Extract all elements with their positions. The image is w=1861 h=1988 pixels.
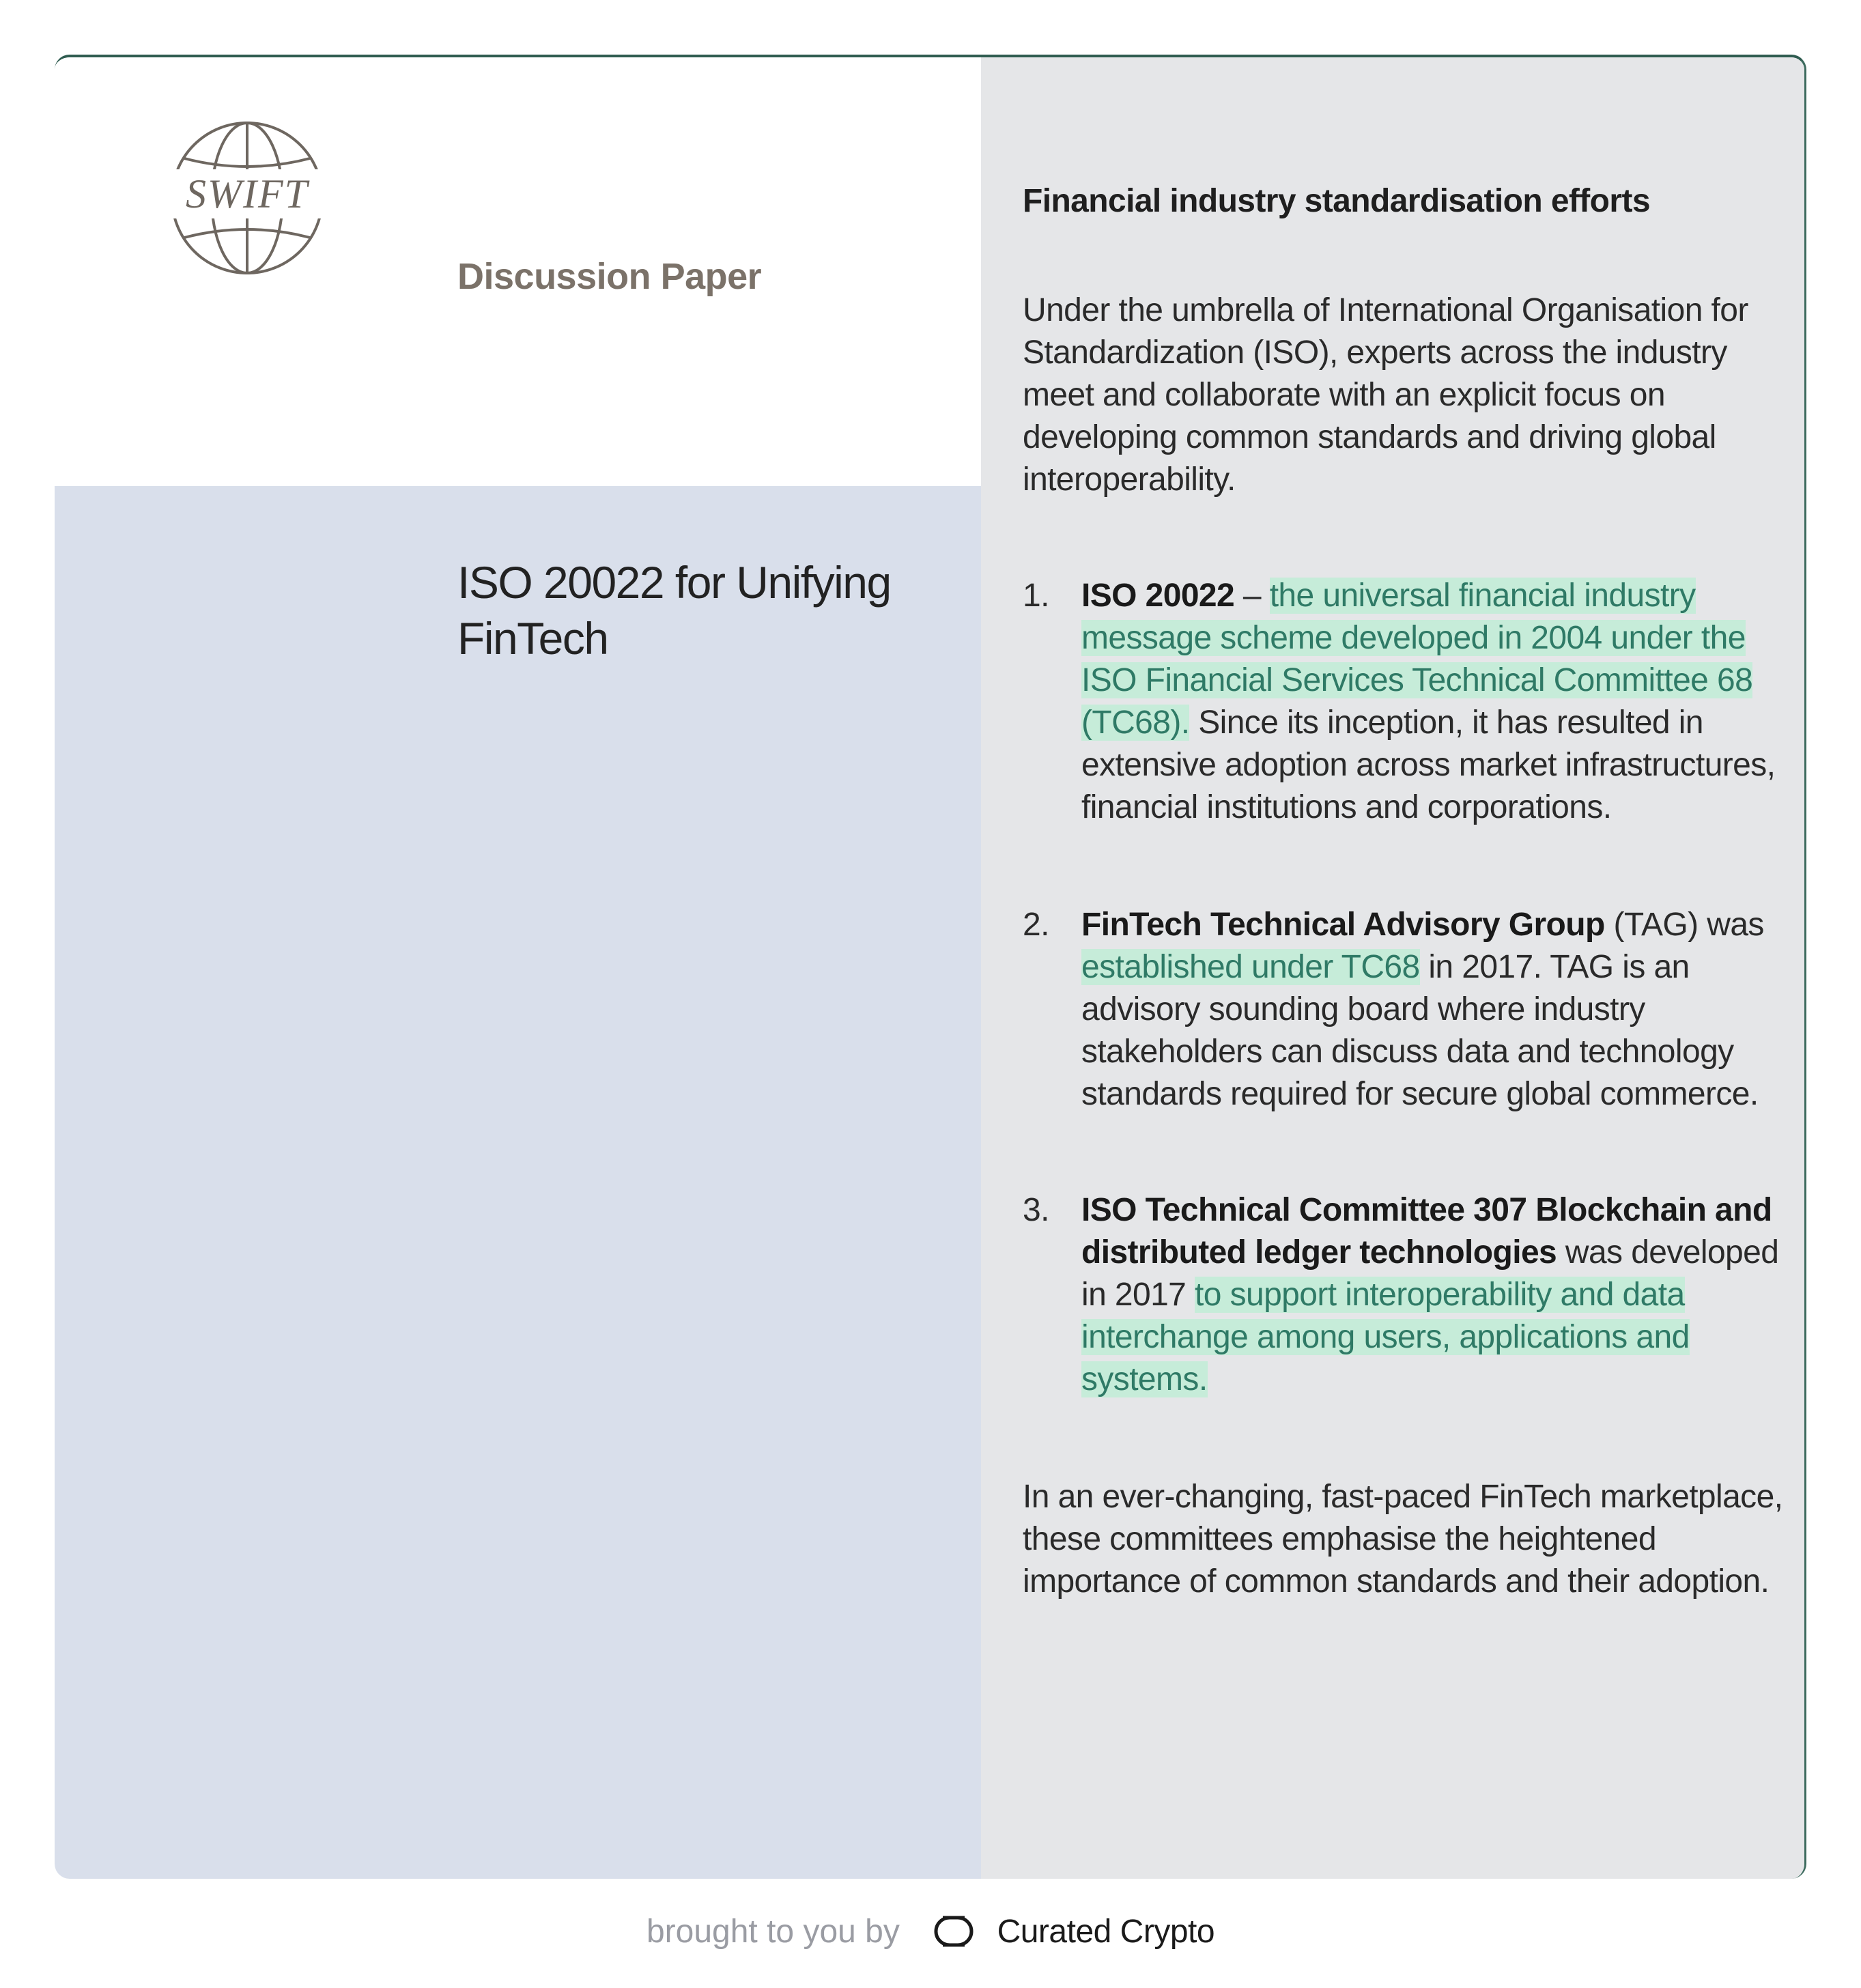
document-type-label: Discussion Paper	[457, 256, 762, 297]
list-number: 1.	[1023, 578, 1049, 614]
document-title: ISO 20022 for Unifying FinTech	[457, 557, 891, 664]
highlighted-text: to support interoperability and data interchange among users, applications and systems.	[1081, 1277, 1690, 1397]
section-heading: Financial industry standardisation efforts	[1023, 183, 1650, 219]
list-number: 2.	[1023, 907, 1049, 943]
cover-title-panel	[55, 486, 981, 1879]
intro-paragraph: Under the umbrella of International Organisation for Standardization (ISO), experts across the industry meet and collaborate with an explicit focus on developing common standards and driving global interoperability.	[1023, 292, 1748, 498]
highlighted-text: established under TC68	[1081, 949, 1420, 985]
item-dash: –	[1234, 578, 1270, 614]
item-title: FinTech Technical Advisory Group	[1081, 907, 1605, 943]
item-text: in 2017. TAG is an advisory sounding board where industry stakeholders can discuss data and technology standards required for secure global commerce.	[1081, 949, 1759, 1112]
footer-attribution	[0, 1912, 1861, 1952]
curated-crypto-logo-icon[interactable]	[929, 1914, 978, 1949]
item-title: ISO 20022	[1081, 578, 1235, 614]
swift-logo-text: SWIFT	[169, 169, 325, 218]
list-item	[1023, 1189, 1787, 1401]
footer-brand-link[interactable]: Curated Crypto	[997, 1914, 1215, 1950]
content-body	[1023, 180, 1787, 1636]
footer-prefix: brought to you by	[646, 1914, 900, 1950]
closing-paragraph: In an ever-changing, fast-paced FinTech marketplace, these committees emphasise the heightened importance of common standards and their adoption.	[1023, 1479, 1783, 1600]
item-text: (TAG) was	[1604, 907, 1764, 943]
highlighted-text: the universal financial industry message scheme developed in 2004 under the ISO Financial Services Technical Committee 68 (TC68).	[1081, 578, 1753, 741]
list-item	[1023, 575, 1787, 829]
item-text: Since its inception, it has resulted in extensive adoption across market infrastructures, financial institutions and corporations.	[1081, 705, 1776, 825]
list-item	[1023, 904, 1787, 1116]
list-number: 3.	[1023, 1192, 1049, 1228]
document-card	[55, 55, 1806, 1879]
item-title: ISO Technical Committee 307 Blockchain and distributed ledger technologies	[1081, 1192, 1772, 1270]
item-text: was developed in 2017	[1081, 1234, 1779, 1313]
